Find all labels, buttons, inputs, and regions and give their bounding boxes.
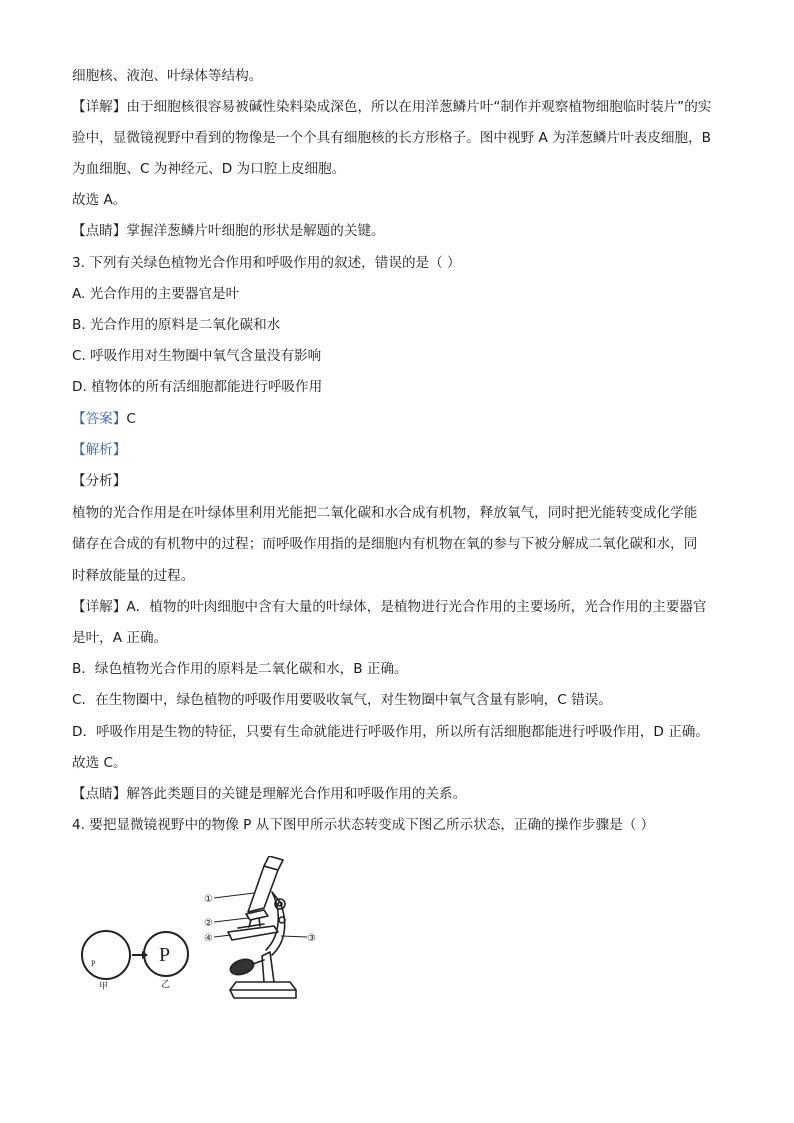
answer-tag: 【答案】 [72,411,127,427]
line-16: 储存在合成的有机物中的过程；而呼吸作用指的是细胞内有机物在氧的参与下被分解成二氧化碳和水，同 [72,536,698,552]
view-yi-p-label: P [159,944,171,966]
callout-1: ① [204,894,213,905]
option-b: B. 光合作用的原料是二氧化碳和水 [72,317,281,333]
line-19: 是叶，A 正确。 [72,630,168,646]
answer-line [72,410,136,428]
line-20: B．绿色植物光合作用的原料是二氧化碳和水，B 正确。 [72,661,408,677]
view-jia-circle [82,931,130,979]
line-06: 【点睛】掌握洋葱鳞片叶细胞的形状是解题的关键。 [72,223,385,239]
line-15: 植物的光合作用是在叶绿体里利用光能把二氧化碳和水合成有机物，释放氧气，同时把光能转变成化学能 [72,505,698,521]
view-jia-p-label: P [91,959,96,968]
view-yi-caption: 乙 [161,979,171,989]
line-03: 验中，显微镜视野中看到的物像是一个个具有细胞核的长方形格子。图中视野 A 为洋葱鳞片叶表皮细胞，B [72,130,711,146]
line-04: 为血细胞、C 为神经元、D 为口腔上皮细胞。 [72,161,346,177]
answer-value: C [126,411,136,427]
callout-2: ② [204,918,213,929]
option-d: D. 植物体的所有活细胞都能进行呼吸作用 [72,379,323,395]
line-24: 【点睛】解答此类题目的关键是理解光合作用和呼吸作用的关系。 [72,786,467,802]
line-14: 【分析】 [72,473,127,489]
option-a: A. 光合作用的主要器官是叶 [72,286,240,302]
line-23: 故选 C。 [72,755,127,771]
line-17: 时释放能量的过程。 [72,568,195,584]
line-18: 【详解】A．植物的叶肉细胞中含有大量的叶绿体，是植物进行光合作用的主要场所，光合作用的主要器官 [72,599,707,615]
question-4-stem: 4. 要把显微镜视野中的物像 P 从下图甲所示状态转变成下图乙所示状态，正确的操作步骤是（ ） [72,817,655,833]
line-01: 细胞核、液泡、叶绿体等结构。 [72,68,263,84]
callout-3: ③ [307,933,316,944]
question-3-stem: 3. 下列有关绿色植物光合作用和呼吸作用的叙述，错误的是（ ） [72,255,461,271]
option-c: C. 呼吸作用对生物圈中氧气含量没有影响 [72,348,322,364]
microscope-figure [78,856,340,1008]
line-02: 【详解】由于细胞核很容易被碱性染料染成深色，所以在用洋葱鳞片叶“制作并观察植物细胞临时装片”的实 [72,99,712,115]
callout-4: ④ [204,933,213,944]
view-jia-caption: 甲 [99,981,109,991]
analysis-tag: 【解析】 [72,442,127,458]
line-21: C．在生物圈中，绿色植物的呼吸作用要吸收氧气，对生物圈中氧气含量有影响，C 错误。 [72,692,612,708]
line-05: 故选 A。 [72,192,127,208]
microscope-drawing [228,856,296,998]
line-22: D．呼吸作用是生物的特征，只要有生命就能进行呼吸作用，所以所有活细胞都能进行呼吸作用，D 正确。 [72,724,709,740]
